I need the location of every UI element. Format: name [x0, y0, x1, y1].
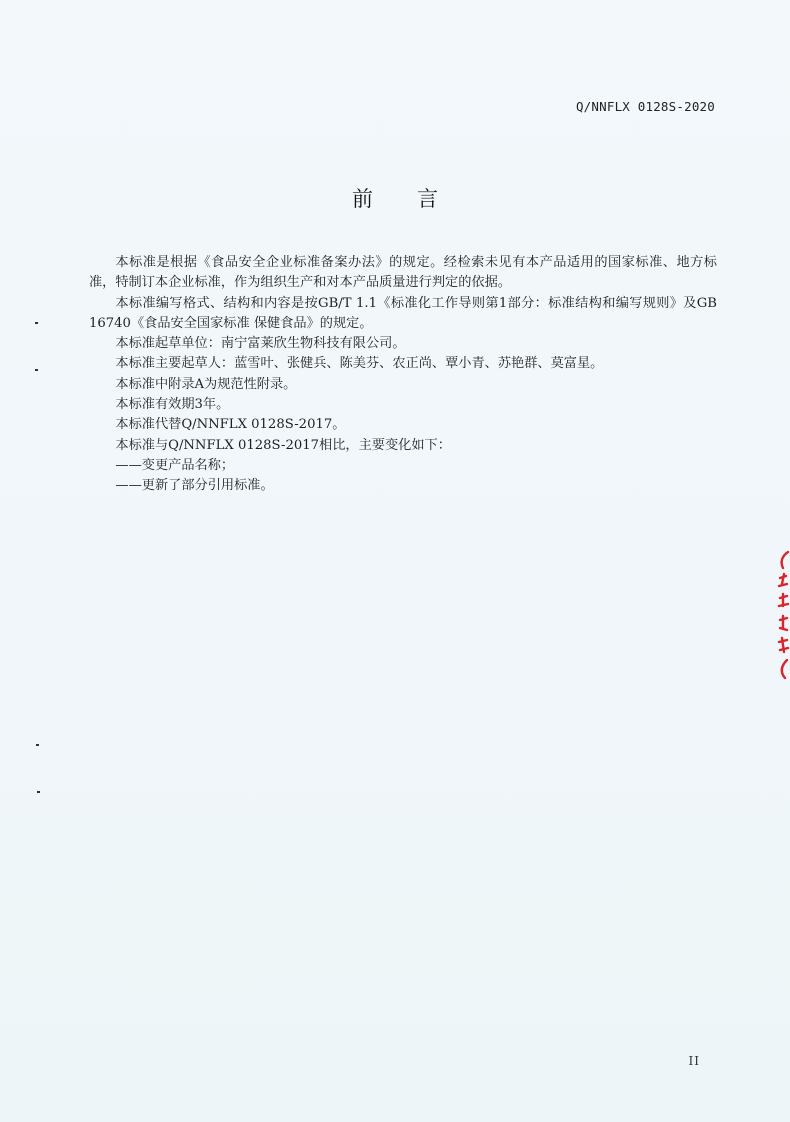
paragraph: 本标准与Q/NNFLX 0128S-2017相比，主要变化如下：	[115, 437, 451, 453]
paragraph: 本标准主要起草人：蓝雪叶、张健兵、陈美芬、农正尚、覃小青、苏艳群、莫富星。	[115, 356, 604, 372]
document-code: Q/NNFLX 0128S-2020	[575, 99, 715, 114]
paragraph: 本标准编写格式、结构和内容是按GB/T 1.1《标准化工作导则第1部分：标准结构和编写规则》及GB 16740《食品安全国家标准 保健食品》的规定。	[89, 295, 717, 331]
scan-speck	[35, 369, 38, 371]
section-title: 前言	[352, 187, 482, 211]
scan-speck	[36, 744, 39, 746]
change-item: ——更新了部分引用标准。	[115, 478, 274, 494]
paragraph: 本标准代替Q/NNFLX 0128S-2017。	[115, 417, 346, 433]
page-number: II	[688, 1054, 700, 1068]
foreword-body	[89, 253, 717, 497]
paragraph: 本标准有效期3年。	[115, 397, 230, 413]
scan-speck	[37, 791, 40, 793]
paragraph: 本标准是根据《食品安全企业标准备案办法》的规定。经检索未见有本产品适用的国家标准、地方标准，特制订本企业标准，作为组织生产和对本产品质量进行判定的依据。	[89, 255, 717, 291]
change-item: ——变更产品名称；	[115, 457, 235, 473]
scan-speck	[35, 322, 38, 324]
paragraph: 本标准中附录A为规范性附录。	[115, 376, 297, 392]
paragraph: 本标准起草单位：南宁富莱欣生物科技有限公司。	[115, 336, 406, 352]
seal-stamp-edge	[774, 548, 790, 680]
